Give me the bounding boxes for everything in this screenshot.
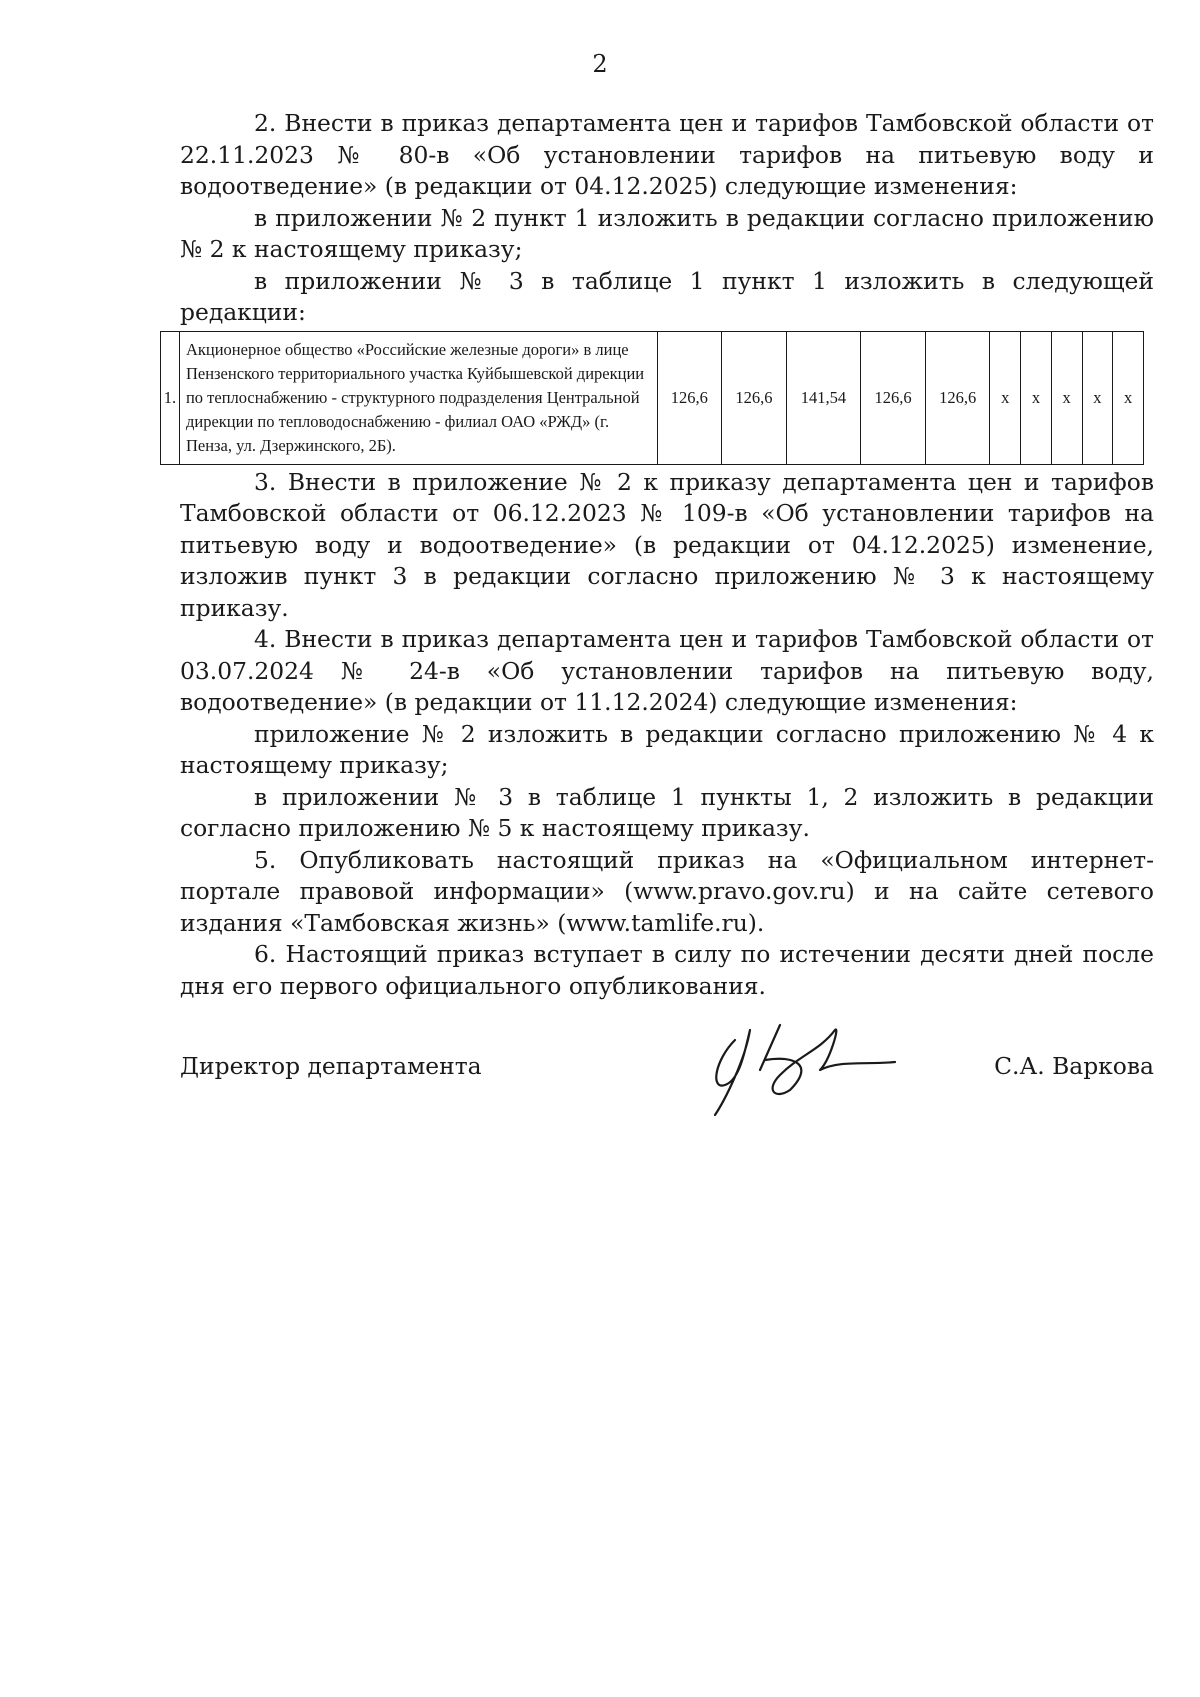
- tariff-value-4: 126,6: [861, 331, 926, 464]
- empty-mark-2: х: [1021, 331, 1052, 464]
- row-index: 1.: [161, 331, 180, 464]
- empty-mark-1: х: [990, 331, 1021, 464]
- table-row: [161, 331, 1144, 464]
- paragraph-2a: в приложении № 2 пункт 1 изложить в редакции согласно приложению № 2 к настоящему приказу;: [180, 203, 1154, 263]
- paragraph-5: 5. Опубликовать настоящий приказ на «Официальном интернет-портале правовой информации» (www.pravo.gov.ru) и на сайте сетевого издания «Тамбовская жизнь» (www.tamlife.ru).: [180, 845, 1154, 937]
- paragraph-3: 3. Внести в приложение № 2 к приказу департамента цен и тарифов Тамбовской области от 06.12.2023 № 109-в «Об установлении тарифов на питьевую воду и водоотведение» (в редакции от 04.12.2025) изменение, изложив пункт 3 в редакции согласно приложению № 3 к настоящему приказу.: [180, 467, 1154, 622]
- paragraph-4: 4. Внести в приказ департамента цен и тарифов Тамбовской области от 03.07.2024 № 24-в «Об установлении тарифов на питьевую воду, водоотведение» (в редакции от 11.12.2024) следующие изменения:: [180, 625, 1154, 716]
- empty-mark-3: х: [1051, 331, 1082, 464]
- paragraph-6: 6. Настоящий приказ вступает в силу по истечении десяти дней после дня его первого официального опубликования.: [180, 940, 1154, 1000]
- page-number: 2: [592, 50, 608, 78]
- signer-name: С.А. Варкова: [994, 1052, 1154, 1080]
- paragraph-4a: приложение № 2 изложить в редакции согласно приложению № 4 к настоящему приказу;: [180, 719, 1154, 779]
- empty-mark-4: х: [1082, 331, 1113, 464]
- paragraph-4b: в приложении № 3 в таблице 1 пункты 1, 2 изложить в редакции согласно приложению № 5 к настоящему приказу.: [180, 782, 1154, 842]
- tariff-table: [160, 331, 1144, 465]
- paragraph-2: 2. Внести в приказ департамента цен и тарифов Тамбовской области от 22.11.2023 № 80-в «Об установлении тарифов на питьевую воду и водоотведение» (в редакции от 04.12.2025) следующие изменения:: [180, 109, 1154, 200]
- handwritten-signature: [705, 1020, 905, 1120]
- tariff-value-1: 126,6: [657, 331, 722, 464]
- tariff-value-5: 126,6: [925, 331, 990, 464]
- empty-mark-5: х: [1113, 331, 1144, 464]
- tariff-value-3: 141,54: [786, 331, 861, 464]
- signer-title: Директор департамента: [180, 1052, 482, 1080]
- paragraph-2b: в приложении № 3 в таблице 1 пункт 1 изложить в следующей редакции:: [180, 266, 1154, 326]
- tariff-value-2: 126,6: [722, 331, 787, 464]
- document-body: [163, 108, 1154, 1002]
- organization-name: Акционерное общество «Российские железные дороги» в лице Пензенского территориального участка Куйбышевской дирекции по теплоснабжению - структурного подразделения Центральной дирекции по тепловодоснабжению - филиал ОАО «РЖД» (г. Пенза, ул. Дзержинского, 2Б).: [179, 331, 657, 464]
